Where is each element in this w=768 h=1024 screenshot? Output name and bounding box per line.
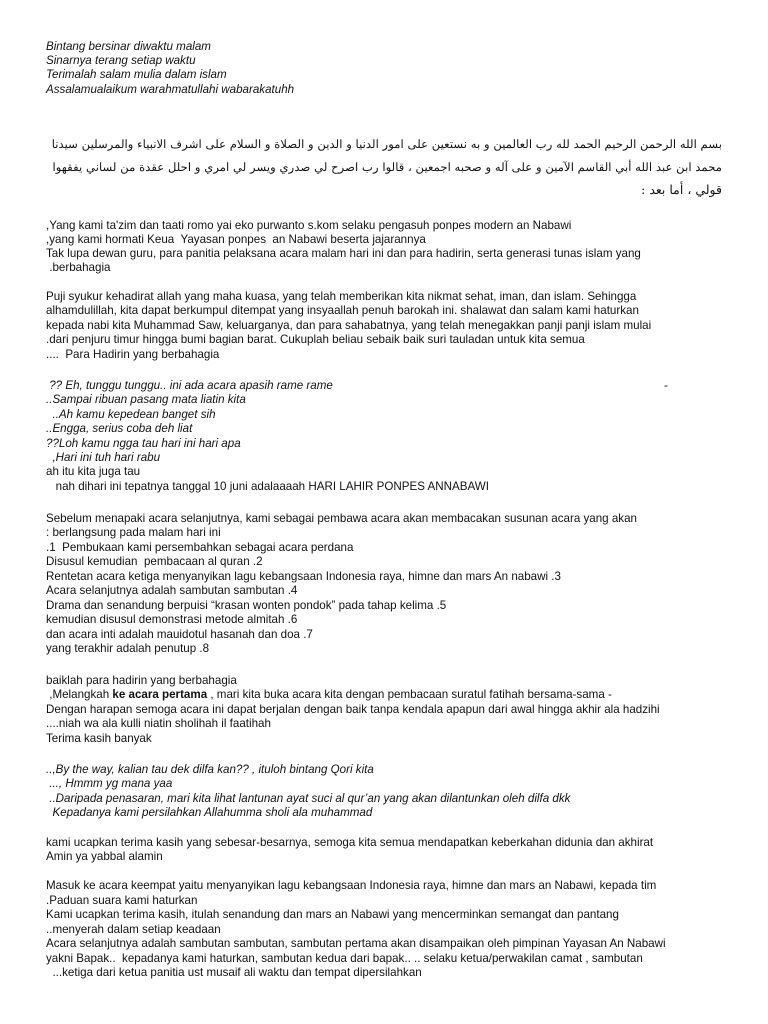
opening-line: Dengan harapan semoga acara ini dapat berjalan dengan baik tanpa kendala apapun dari awal hingga akhir ala hadzihi	[46, 703, 660, 716]
gratitude-line: alhamdulillah, kita dapat berkumpul ditempat yang insyaallah penuh barokah ini. shalawat dan salam kami haturkan	[46, 304, 639, 317]
dialog-line: ..Daripada penasaran, mari kita lihat lantunan ayat suci al qur’an yang akan dilantunkan oleh dilfa dkk	[46, 792, 571, 805]
opening-text: ,Melangkah	[46, 688, 113, 701]
dialog-line: ah itu kita juga tau	[46, 465, 141, 478]
fourth-line: yakni Bapak.. kepadanya kami haturkan, sambutan kedua dari bapak.. .. selaku ketua/perwakilan camat , sambutan	[46, 952, 643, 965]
arabic-line: محمد ابن عبد الله أبي القاسم الآمين و على آله و صحبه اجمعين ، قالوا رب اصرح لي صدري ويسر لي امري و احلل عقدة من لساني يفقهوا	[52, 160, 722, 174]
opening-emphasis: ke acara pertama	[112, 688, 208, 701]
opening-line: Terima kasih banyak	[46, 732, 152, 745]
thanks-line: kami ucapkan terima kasih yang sebesar-besarnya, semoga kita semua mendapatkan keberkahan didunia dan akhirat	[46, 836, 654, 849]
fourth-line: ...ketiga dari ketua panitia ust musaif ali waktu dan tempat dipersilahkan	[46, 966, 422, 979]
agenda-line: Rentetan acara ketiga menyanyikan lagu kebangsaan Indonesia raya, himne dan mars An nabawi .3	[46, 570, 561, 583]
opening-line: baiklah para hadirin yang berbahagia	[46, 674, 237, 687]
arabic-line: قولي ، أما بعد :	[641, 182, 722, 197]
dialog-line: ?? Eh, tunggu tunggu.. ini ada acara apasih rame rame	[46, 379, 333, 392]
dialog-line: ..Ah kamu kepedean banget sih	[46, 408, 216, 421]
poem-line: Bintang bersinar diwaktu malam	[46, 40, 211, 53]
dialog-line: ,Hari ini tuh hari rabu	[46, 451, 161, 464]
dialog-line: nah dihari ini tepatnya tanggal 10 juni adalaaaah HARI LAHIR PONPES ANNABAWI	[46, 480, 489, 493]
poem-line: Assalamualaikum warahmatullahi wabarakatuhh	[46, 83, 295, 96]
gratitude-line: Puji syukur kehadirat allah yang maha kuasa, yang telah memberikan kita nikmat sehat, iman, dan islam. Sehingga	[46, 290, 637, 303]
dialog-line: ..Engga, serius coba deh liat	[46, 422, 193, 435]
agenda-line: dan acara inti adalah mauidotul hasanah dan doa .7	[46, 628, 313, 641]
gratitude-line: kepada nabi kita Muhammad Saw, keluarganya, dan para sahabatnya, yang telah menegakkan panji panji islam mulai	[46, 319, 652, 332]
dialog-line: ..Sampai ribuan pasang mata liatin kita	[46, 393, 246, 406]
agenda-line: Drama dan senandung berpuisi “krasan wonten pondok” pada tahap kelima .5	[46, 599, 447, 612]
opening-line	[46, 688, 612, 703]
fourth-line: Masuk ke acara keempat yaitu menyanyikan lagu kebangsaan Indonesia raya, himne dan mars an Nabawi, kepada tim	[46, 879, 657, 892]
thanks-line: Amin ya yabbal alamin	[46, 850, 163, 863]
fourth-line: Kami ucapkan terima kasih, itulah senandung dan mars an Nabawi yang mencerminkan semangat dan pantang	[46, 908, 619, 921]
dialog-line: ??Loh kamu ngga tau hari ini hari apa	[46, 437, 241, 450]
greeting-line: Tak lupa dewan guru, para panitia pelaksana acara malam hari ini dan para hadirin, serta generasi tunas islam yang	[46, 247, 641, 260]
opening-text: , mari kita buka acara kita dengan pembacaan suratul fatihah bersama-sama -	[207, 688, 612, 701]
agenda-line: kemudian disusul demonstrasi metode almitah .6	[46, 613, 298, 626]
agenda-line: yang terakhir adalah penutup .8	[46, 642, 210, 655]
gratitude-line: .dari penjuru timur hingga bumi bagian barat. Cukuplah beliau sebaik baik suri tauladan untuk kita semua	[46, 333, 585, 346]
greeting-line: .berbahagia	[46, 261, 111, 274]
agenda-line: Acara selanjutnya adalah sambutan sambutan .4	[46, 584, 298, 597]
greeting-line: ,Yang kami ta'zim dan taati romo yai eko purwanto s.kom selaku pengasuh ponpes modern an Nabawi	[46, 219, 572, 232]
opening-line: ....niah wa ala kulli niatin sholihah il faatihah	[46, 717, 271, 730]
dialog-line: ..,By the way, kalian tau dek dilfa kan?? , ituloh bintang Qori kita	[46, 763, 374, 776]
dialog-dash: -	[664, 379, 668, 392]
agenda-line: .1 Pembukaan kami persembahkan sebagai acara perdana	[46, 541, 354, 554]
gratitude-line: .... Para Hadirin yang berbahagia	[46, 348, 220, 361]
poem-line: Sinarnya terang setiap waktu	[46, 54, 196, 67]
agenda-line: Sebelum menapaki acara selanjutnya, kami sebagai pembawa acara akan membacakan susunan acara yang akan	[46, 512, 637, 525]
arabic-line: بسم الله الرحمن الرحيم الحمد لله رب العالمين و به نستعين على امور الدنيا و الدين و الصلاة و السلام على اشرف الانبياء والمرسلين سيدنا	[51, 137, 722, 151]
dialog-line: ..., Hmmm yg mana yaa	[46, 777, 173, 790]
fourth-line: .Paduan suara kami haturkan	[46, 894, 198, 907]
poem-line: Terimalah salam mulia dalam islam	[46, 68, 227, 81]
agenda-line: Disusul kemudian pembacaan al quran .2	[46, 555, 263, 568]
fourth-line: ..menyerah dalam setiap keadaan	[46, 923, 221, 936]
fourth-line: Acara selanjutnya adalah sambutan sambutan, sambutan pertama akan disampaikan oleh pimpinan Yayasan An Nabawi	[46, 937, 666, 950]
dialog-line: Kepadanya kami persilahkan Allahumma sholi ala muhammad	[46, 806, 373, 819]
greeting-line: ,yang kami hormati Keua Yayasan ponpes an Nabawi beserta jajarannya	[46, 233, 426, 246]
agenda-line: : berlangsung pada malam hari ini	[46, 526, 221, 539]
